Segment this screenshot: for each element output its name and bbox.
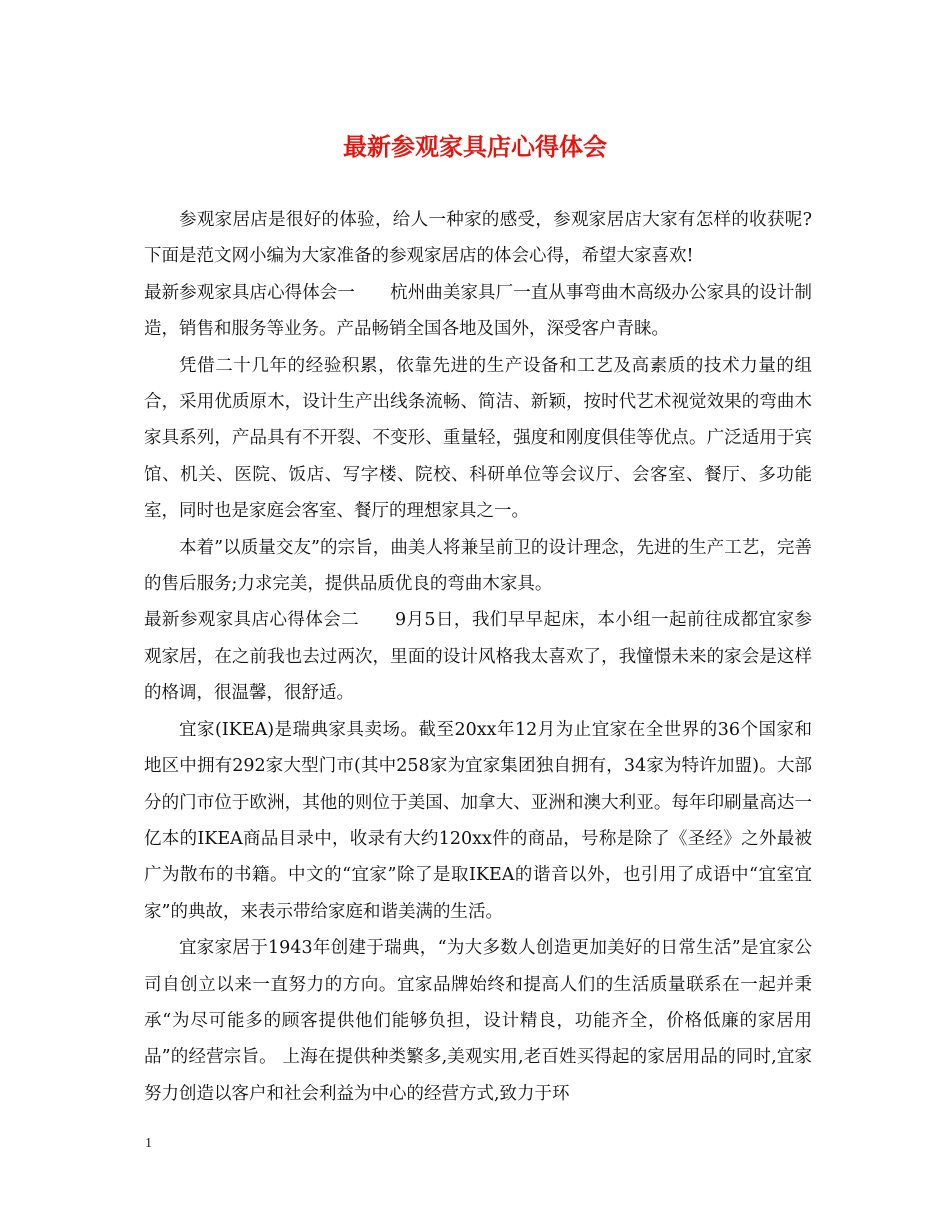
document-body — [144, 202, 812, 1112]
paragraph-ikea-intro: 宜家(IKEA)是瑞典家具卖场。截至20xx年12月为止宜家在全世界的36个国家和地区中拥有292家大型门市(其中258家为宜家集团独自拥有，34家为特许加盟)。大部分的门市位于欧洲，其他的则位于美国、加拿大、亚洲和澳大利亚。每年印刷量高达一亿本的IKEA商品目录中，收录有大约120xx件的商品，号称是除了《圣经》之外最被广为散布的书籍。中文的“宜家”除了是取IKEA的谐音以外，也引用了成语中“宜室宜家”的典故，来表示带给家庭和谐美满的生活。 — [144, 719, 812, 922]
paragraph-principle: 本着”以质量交友”的宗旨，曲美人将兼呈前卫的设计理念，先进的生产工艺，完善的售后服务;力求完美，提供品质优良的弯曲木家具。 — [144, 537, 812, 595]
paragraph-experience: 凭借二十几年的经验积累，依靠先进的生产设备和工艺及高素质的技术力量的组合，采用优质原木，设计生产出线条流畅、简洁、新颖，按时代艺术视觉效果的弯曲木家具系列，产品具有不开裂、不变形、重量轻，强度和刚度俱佳等优点。广泛适用于宾馆、机关、医院、饭店、写字楼、院校、科研单位等会议厅、会客室、餐厅、多功能室，同时也是家庭会客室、餐厅的理想家具之一。 — [144, 355, 812, 522]
paragraph-intro: 参观家居店是很好的体验，给人一种家的感受，参观家居店大家有怎样的收获呢?下面是范文网小编为大家准备的参观家居店的体会心得，希望大家喜欢! — [144, 210, 812, 267]
paragraph-section-two: 最新参观家具店心得体会二 9月5日，我们早早起床，本小组一起前往成都宜家参观家居，在之前我也去过两次，里面的设计风格我太喜欢了，我憧憬未来的家会是这样的格调，很温馨，很舒适。 — [144, 610, 812, 704]
paragraph-ikea-history: 宜家家居于1943年创建于瑞典，“为大多数人创造更加美好的日常生活”是宜家公司自创立以来一直努力的方向。宜家品牌始终和提高人们的生活质量联系在一起并秉承“为尽可能多的顾客提供他们能够负担，设计精良，功能齐全，价格低廉的家居用品”的经营宗旨。 上海在提供种类繁多,美观实用,老百姓买得起的家居用品的同时,宜家努力创造以客户和社会利益为中心的经营方式,致力于环 — [144, 938, 812, 1104]
page-number: 1 — [145, 1136, 152, 1151]
document-title: 最新参观家具店心得体会 — [343, 132, 607, 161]
paragraph-section-one: 最新参观家具店心得体会一 杭州曲美家具厂一直从事弯曲木高级办公家具的设计制造，销售和服务等业务。产品畅销全国各地及国外，深受客户青睐。 — [144, 282, 812, 340]
